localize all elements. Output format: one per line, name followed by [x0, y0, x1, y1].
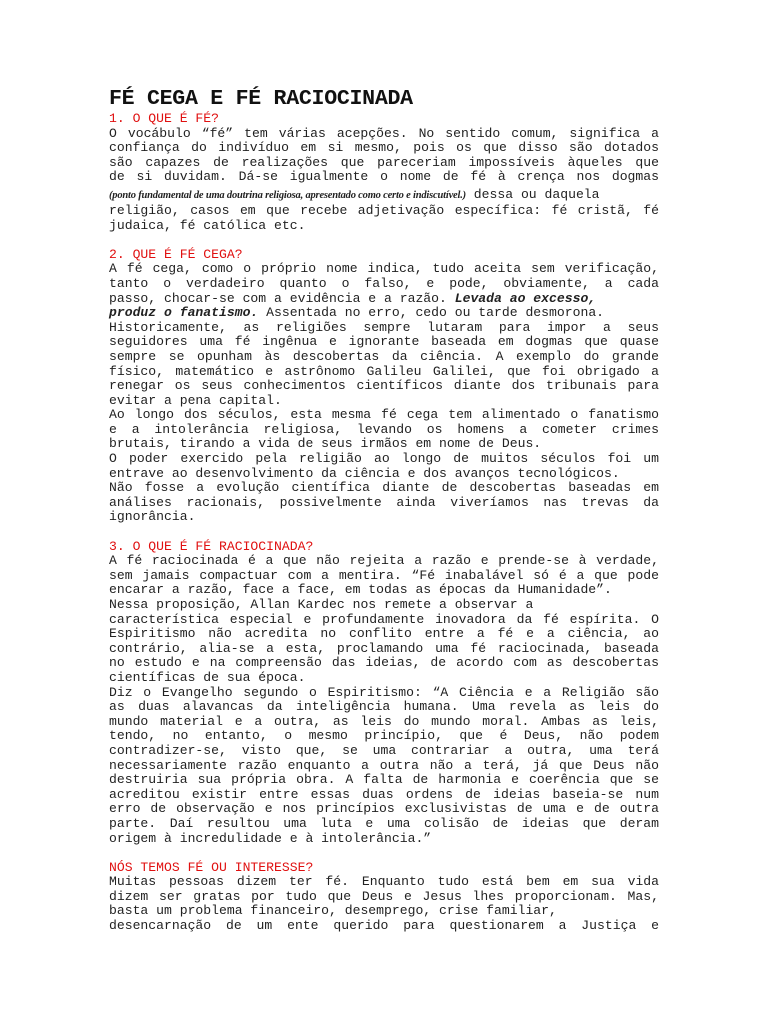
paragraph-line: desencarnação de um ente querido para questionarem a Justiça e: [109, 918, 659, 934]
paragraph-line: [109, 306, 659, 321]
section-2-heading: 2. QUE É FÉ CEGA?: [109, 246, 243, 262]
paragraph-line: necessariamente razão enquanto a outra não a terá, já que Deus não: [109, 757, 659, 773]
paragraph-line: Ao longo dos séculos, esta mesma fé cega tem alimentado o fanatismo: [109, 407, 659, 423]
paragraph-line: sem jamais compactuar com a mentira. “Fé inabalável só é a que pode: [109, 567, 659, 583]
text-run: Assentada no erro, cedo ou tarde desmorona.: [258, 305, 605, 321]
paragraph-line: evitar a pena capital.: [109, 392, 282, 408]
document-title: FÉ CEGA E FÉ RACIOCINADA: [109, 87, 413, 111]
paragraph-line: físico, matemático e astrônomo Galileu Galilei, que foi obrigado a: [109, 363, 659, 379]
section-3-heading: 3. O QUE É FÉ RACIOCINADA?: [109, 538, 314, 554]
paragraph-line: científicas de sua época.: [109, 669, 306, 685]
emphasis-run: Levada ao excesso,: [454, 290, 597, 306]
document-page: [109, 86, 659, 934]
paragraph-line: as duas alavancas da inteligência humana. Uma revela as leis do: [109, 699, 659, 715]
paragraph-line: Muitas pessoas dizem ter fé. Enquanto tudo está bem em sua vida: [109, 874, 659, 890]
paragraph-line: acreditou existir entre essas duas ordens de ideias baseia-se num: [109, 786, 659, 802]
section-3-paragraph: [109, 554, 659, 846]
paragraph-line: tendo, no entanto, o mesmo princípio, que é Deus, não podem: [109, 728, 659, 744]
paragraph-line: Espiritismo não acredita no conflito entre a fé e a ciência, ao: [109, 626, 659, 642]
paragraph-line: característica especial e profundamente inovadora da fé espírita. O: [109, 611, 659, 627]
paragraph-line: Diz o Evangelho segundo o Espiritismo: “A Ciência e a Religião são: [109, 684, 659, 700]
dogma-footnote: (ponto fundamental de uma doutrina religiosa, apresentado como certo e indiscutível.): [109, 189, 466, 201]
paragraph-line: Nessa proposição, Allan Kardec nos remete a observar a: [109, 597, 534, 612]
paragraph-line: confiança do indivíduo em si mesmo, pois os que disso são dotados: [109, 140, 659, 156]
paragraph-line: Historicamente, as religiões sempre lutaram para impor a seus: [109, 319, 659, 335]
paragraph-line: contradizer-se, visto que, se uma contrariar a outra, uma terá: [109, 742, 659, 758]
text-run: passo, chocar-se com a evidência e a razão.: [109, 290, 455, 306]
paragraph-line: tanto o verdadeiro quanto o falso, e pode, obviamente, a cada: [109, 275, 659, 291]
paragraph-line: A fé cega, como o próprio nome indica, tudo aceita sem verificação,: [109, 261, 659, 277]
section-2-paragraph: [109, 262, 659, 525]
paragraph-line: são capazes de realizações que pareceriam impossíveis àqueles que: [109, 154, 659, 170]
paragraph-line: origem à incredulidade e à intolerância.”: [109, 830, 432, 846]
paragraph-line: parte. Daí resultou uma luta e uma colisão de ideias que deram: [109, 815, 659, 831]
section-4-paragraph: [109, 875, 659, 933]
paragraph-line: erro de observação e nos princípios exclusivistas de uma e de outra: [109, 801, 659, 817]
paragraph-line: de si duvidam. Dá-se igualmente o nome de fé à crença nos dogmas: [109, 169, 659, 185]
paragraph-line-with-note: [109, 186, 659, 204]
paragraph-line: análises racionais, possivelmente ainda viveríamos nas trevas da: [109, 494, 659, 510]
section-4-heading: NÓS TEMOS FÉ OU INTERESSE?: [109, 859, 314, 875]
paragraph-line: e a intolerância religiosa, levando os homens a cometer crimes: [109, 421, 659, 437]
paragraph-line: entrave ao desenvolvimento da ciência e dos avanços tecnológicos.: [109, 465, 620, 481]
paragraph-line: contrário, alia-se a esta, proclamando uma fé raciocinada, baseada: [109, 640, 659, 656]
paragraph-line: basta um problema financeiro, desemprego, crise familiar,: [109, 903, 557, 919]
paragraph-line: dizem ser gratas por tudo que Deus e Jesus lhes proporcionam. Mas,: [109, 888, 659, 904]
paragraph-line: O poder exercido pela religião ao longo de muitos séculos foi um: [109, 451, 659, 467]
emphasis-run: produz o fanatismo.: [109, 305, 259, 321]
note-continuation: dessa ou daquela: [465, 186, 600, 202]
paragraph-line: ignorância.: [109, 509, 196, 525]
paragraph-line: encarar a razão, face a face, em todas as épocas da Humanidade”.: [109, 582, 612, 598]
section-1-paragraph: [109, 127, 659, 234]
paragraph-line: destruiria sua própria obra. A falta de harmonia e coerência que se: [109, 772, 659, 788]
paragraph-line: no estudo e na compreensão das ideias, de acordo com as descobertas: [109, 655, 659, 671]
paragraph-line: seguidores uma fé ingênua e ignorante baseada em dogmas que quase: [109, 334, 659, 350]
paragraph-line: mundo material e a outra, as leis do mundo moral. Ambas as leis,: [109, 713, 659, 729]
paragraph-line: [109, 292, 659, 307]
paragraph-line: Não fosse a evolução científica diante de descobertas baseadas em: [109, 480, 659, 496]
paragraph-line: A fé raciocinada é a que não rejeita a razão e prende-se à verdade,: [109, 553, 659, 569]
paragraph-line: judaica, fé católica etc.: [109, 217, 306, 233]
section-1-heading: 1. O QUE É FÉ?: [109, 111, 220, 126]
paragraph-line: sempre se opunham às descobertas da ciência. A exemplo do grande: [109, 348, 659, 364]
paragraph-line: brutais, tirando a vida de seus irmãos em nome de Deus.: [109, 436, 542, 452]
paragraph-line: religião, casos em que recebe adjetivação específica: fé cristã, fé: [109, 202, 659, 218]
paragraph-line: renegar os seus conhecimentos científicos diante dos tribunais para: [109, 378, 659, 394]
paragraph-line: O vocábulo “fé” tem várias acepções. No sentido comum, significa a: [109, 125, 659, 141]
